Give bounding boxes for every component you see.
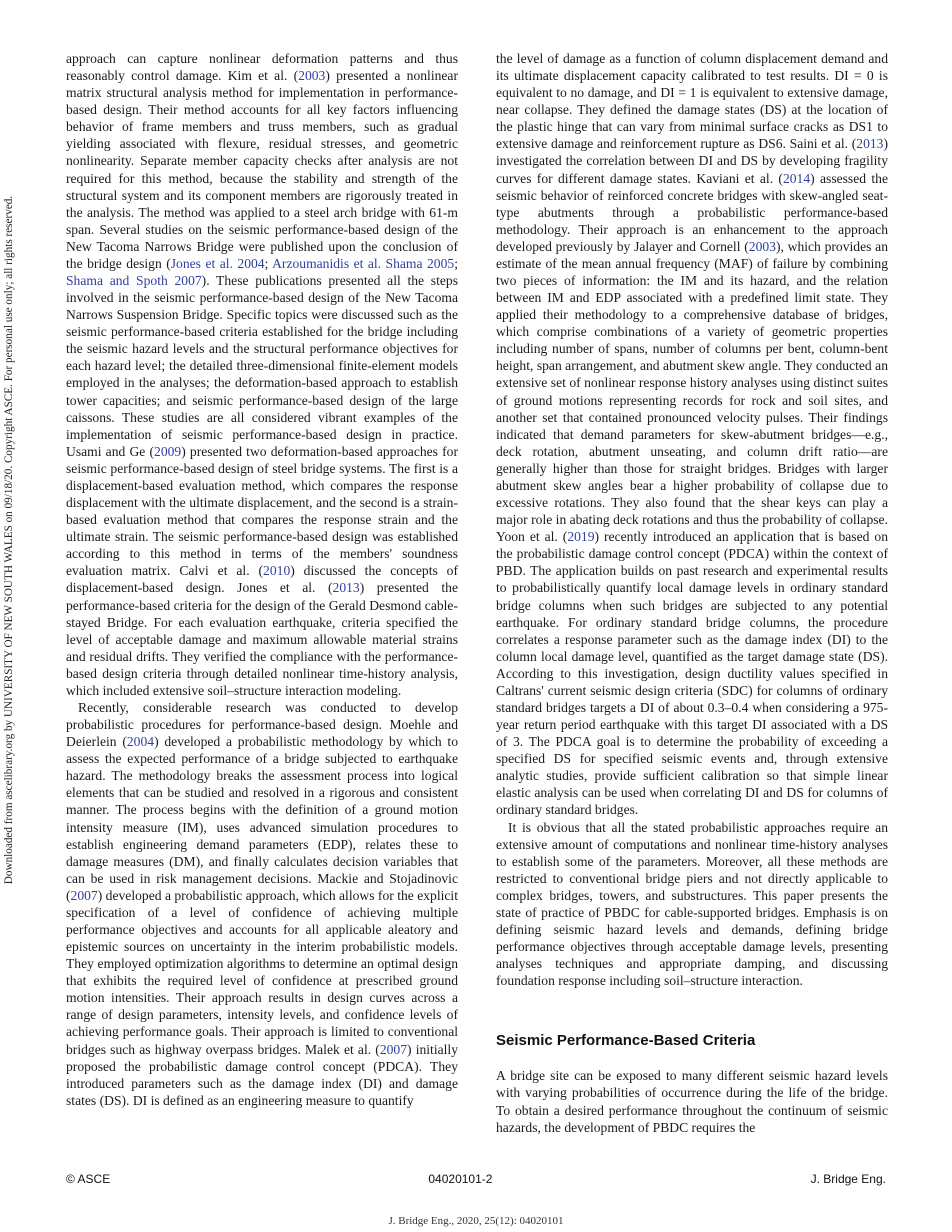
citation-link[interactable]: 2003 <box>298 68 326 84</box>
left-column <box>66 50 458 1109</box>
citation-link[interactable]: Jones et al. 2004 <box>170 255 265 271</box>
text-run: ; <box>264 255 273 271</box>
text-run: ) discussed the concepts of displacement-based design. Jones et al. ( <box>66 563 458 596</box>
footer-copyright: © ASCE <box>66 1172 111 1186</box>
text-run: Recently, considerable research was conducted to develop probabilistic procedures for performance-based design. Moehle and Deierlein ( <box>66 699 458 750</box>
text-run: ), which provides an estimate of the mean annual frequency (MAF) of failure by combining two pieces of information: the IM and its hazard, and the relation between IM and EDP associated with a predefined limit state. They applied their methodology to a comprehensive database of bridges, which comprise combinations of a variety of geometric properties including number of spans, number of columns per bent, column-bent height, span arrangement, and abutment skew angle. They conducted an extensive set of nonlinear response history analyses using distinct suites of ground motions representing records for rock and soil sites, and another set that contained pronounced velocity pulses. Their findings indicated that demand parameters for skew-abutment bridges—e.g., deck rotation, abutment unseating, and column drift ratio—are generally higher than those for straight bridges. Bridges with larger abutment skew angles bear a higher probability of collapse due to excessive rotations. They also found that the shear keys can play a major role in abating deck rotations and thus the probability of collapse. Yoon et al. ( <box>496 238 888 545</box>
download-notice-text: Downloaded from ascelibrary.org by UNIVERSITY OF NEW SOUTH WALES on 09/18/20. Copyright ASCE. For personal use only; all rights reserved. <box>3 195 15 885</box>
section-heading: Seismic Performance-Based Criteria <box>496 1032 756 1050</box>
citation-link[interactable]: 2009 <box>154 443 182 459</box>
citation-link[interactable]: 2007 <box>379 1041 408 1057</box>
journal-citation: J. Bridge Eng., 2020, 25(12): 04020101 <box>388 1215 564 1227</box>
left-paragraph-1 <box>66 50 458 699</box>
citation-link[interactable]: 2004 <box>126 734 155 750</box>
text-run: ) initially proposed the probabilistic damage control concept (PDCA). They introduced parameters such as the damage index (DI) and damage states (DS). DI is defined as an engineering measure to quantify <box>66 1041 458 1108</box>
text-run: the level of damage as a function of column displacement demand and its ultimate displacement capacity calibrated to test results. DI = 0 is equivalent to no damage, and DI = 1 is equivalent to extensive damage, near collapse. They defined the damage states (DS) at the location of the plastic hinge that can vary from minimal surface cracks as DS1 to extensive damage and reinforcement rupture as DS6. Saini et al. ( <box>496 51 888 152</box>
text-run: ) investigated the correlation between DI and DS by developing fragility curves for different damage states. Kaviani et al. ( <box>496 136 888 186</box>
footer-journal: J. Bridge Eng. <box>810 1172 886 1186</box>
citation-link[interactable]: 2014 <box>782 170 811 186</box>
text-run: ) presented a nonlinear matrix structural analysis method for implementation in performance-based design. Their method accounts for all key factors influencing behavior of frame members and truss members, such as gradual yielding associated with flexure, residual stresses, and geometric nonlinearity. Separate member capacity checks after analysis are not required for this method, because the stability and strength of the structural system and its component members are rigorously treated in the analysis. The method was applied to a steel arch bridge with 61-m span. Several studies on the seismic performance-based design of the New Tacoma Narrows Bridge were published upon the conclusion of the bridge design ( <box>66 68 458 271</box>
citation-link[interactable]: 2013 <box>856 136 884 152</box>
left-paragraph-2 <box>66 699 458 1109</box>
right-paragraph-3: A bridge site can be exposed to many different seismic hazard levels with varying probabilities of occurrence during the life of the bridge. To obtain a desired performance throughout the continuum of seismic hazards, the development of PBDC requires the <box>496 1068 888 1135</box>
citation-link[interactable]: 2019 <box>567 529 595 545</box>
text-run: ) presented the performance-based criteria for the design of the Gerald Desmond cable-stayed Bridge. For each evaluation earthquake, criteria specified the level of acceptable damage and maximum allowable material strains and residual drifts. They verified the compliance with the performance-based design criteria through detailed nonlinear time-history analysis, which included extensive soil–structure interaction modeling. <box>66 580 458 698</box>
footer-page-number: 04020101-2 <box>428 1172 493 1186</box>
citation-link[interactable]: 2003 <box>748 238 776 254</box>
citation-link[interactable]: Arzoumanidis et al. Shama 2005 <box>272 255 455 271</box>
text-run: ) presented two deformation-based approaches for seismic performance-based design of steel bridge systems. The first is a displacement-based evaluation method, which compares the response displacement with the ultimate displacement, and the second is a strain-based evaluation method that compares the response strain and the ultimate strain. The seismic performance-based design was established according to this method in terms of the members' soundness evaluation matrix. Calvi et al. ( <box>66 443 458 579</box>
text-run: ) assessed the seismic behavior of reinforced concrete bridges with skew-angled seat-type abutments through a probabilistic performance-based methodology. Their approach is an enhancement to the approach developed previously by Jalayer and Cornell ( <box>496 170 888 254</box>
right-column <box>496 50 888 1136</box>
right-paragraph-1 <box>496 50 888 819</box>
text-run: ) developed a probabilistic methodology by which to assess the expected performance of a bridge subjected to earthquake hazard. The methodology breaks the assessment process into logical elements that can be studied and resolved in a rigorous and consistent manner. The process begins with the definition of a ground motion intensity measure (IM), uses advanced simulation procedures to establish engineering demand parameters (EDP), relates these to damage measures (DM), and finally calculates decision variables that can be used in risk management decisions. Mackie and Stojadinovic ( <box>66 734 458 903</box>
download-notice <box>2 40 16 1040</box>
text-run: approach can capture nonlinear deformation patterns and thus reasonably control damage. Kim et al. ( <box>66 51 458 84</box>
text-run: ) recently introduced an application that is based on the probabilistic damage control concept (PDCA) within the context of PBD. The application builds on past research and experimental results to probabilistically quantify local damage levels in ordinary standard bridge columns when such bridges are subjected to any potential earthquake. For ordinary standard bridge columns, the procedure correlates a response parameter such as the damage index (DI) to the column local damage level, quantified as the target damage state (DS). According to this investigation, design ductility values specified in Caltrans' current seismic design criteria (SDC) for columns of ordinary standard bridges targets a DI of about 0.3–0.4 when considering a 975-year return period earthquake with this target DI associated with a DS of 3. The PDCA goal is to determine the probability of exceeding a specified DS for specified seismic events and, through extensive analytic studies, provide sufficient calibration so that simple linear elastic analysis can be used when correlating DI and DS for columns of ordinary standard bridges. <box>496 529 888 818</box>
text-run: ; <box>454 255 458 271</box>
right-paragraph-2: It is obvious that all the stated probabilistic approaches require an extensive amount of computations and nonlinear time-history analyses to establish some of the parameters. Moreover, all these methods are restricted to conventional bridge piers and not directly applicable to complex bridges, towers, and substructures. This paper presents the state of practice of PBDC for cable-supported bridges. Emphasis is on defining seismic hazard levels and demands, defining bridge performance objectives through acceptable damage levels, presenting analyses techniques and appropriate damping, and discussing foundation response including soil–structure interaction. <box>496 819 888 989</box>
citation-link[interactable]: 2013 <box>332 580 360 596</box>
page-footer <box>66 1172 886 1186</box>
citation-link[interactable]: 2010 <box>263 563 291 579</box>
citation-link[interactable]: Shama and Spoth 2007 <box>66 273 202 289</box>
citation-link[interactable]: 2007 <box>70 887 98 903</box>
text-run: ). These publications presented all the steps involved in the seismic performance-based design of the New Tacoma Narrows Suspension Bridge. Specific topics were discussed such as the seismic performance-based criteria established for the bridge including the seismic hazard levels and the structural performance objectives for each hazard level; the detailed three-dimensional finite-element models employed in the analyses; the deformation-based approach to establish tower capacities; and seismic performance-based design of the large caissons. These studies are all considered vibrant examples of the implementation of seismic performance-based design in practice. Usami and Ge ( <box>66 273 458 459</box>
text-run: ) developed a probabilistic approach, which allows for the explicit specification of a level of confidence of achieving multiple performance objectives and accounts for all applicable aleatory and epistemic sources on uncertainty in the interim probabilistic models. They employed optimization algorithms to determine an optimal design that exhibits the required level of confidence at prescribed ground motion intensities. Their approach results in design curves across a range of design parameters, intensity levels, and confidence levels of achieving performance goals. Their approach is limited to conventional bridges such as highway overpass bridges. Malek et al. ( <box>66 887 458 1057</box>
